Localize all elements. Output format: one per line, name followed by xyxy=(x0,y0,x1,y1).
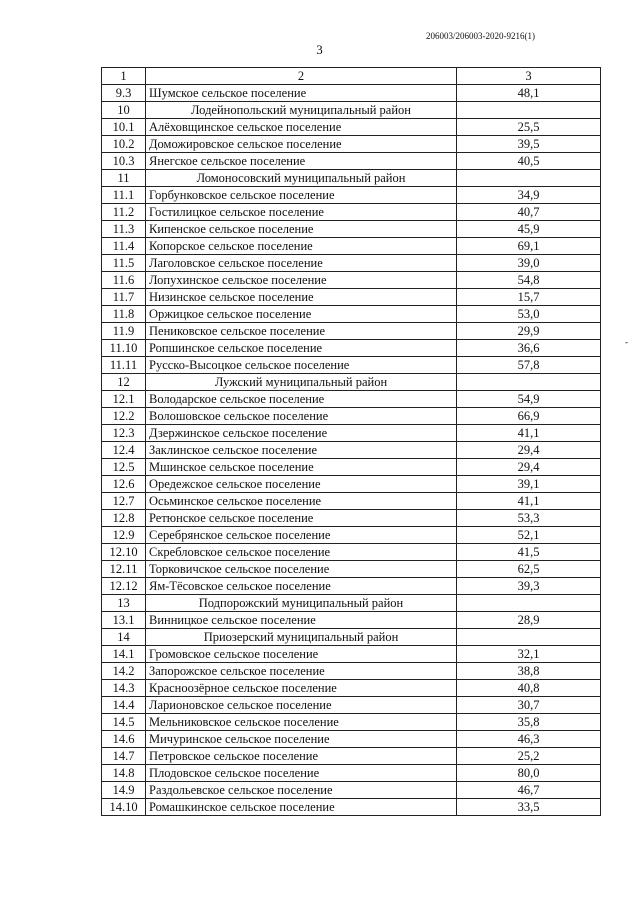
table-row xyxy=(102,136,601,153)
table-row xyxy=(102,510,601,527)
row-number: 11.8 xyxy=(102,306,146,323)
row-number: 12.5 xyxy=(102,459,146,476)
row-name: Лаголовское сельское поселение xyxy=(146,255,457,272)
row-value: 54,8 xyxy=(457,272,601,289)
table-row xyxy=(102,799,601,816)
row-number: 14 xyxy=(102,629,146,646)
table-row xyxy=(102,272,601,289)
row-name: Ропшинское сельское поселение xyxy=(146,340,457,357)
table-row xyxy=(102,765,601,782)
column-header-2: 2 xyxy=(146,68,457,85)
table-row xyxy=(102,782,601,799)
row-value: 29,9 xyxy=(457,323,601,340)
row-name: Мшинское сельское поселение xyxy=(146,459,457,476)
row-number: 12.4 xyxy=(102,442,146,459)
row-value: 34,9 xyxy=(457,187,601,204)
row-name: Горбунковское сельское поселение xyxy=(146,187,457,204)
table-row xyxy=(102,459,601,476)
row-name: Оредежское сельское поселение xyxy=(146,476,457,493)
row-number: 14.2 xyxy=(102,663,146,680)
row-name: Красноозёрное сельское поселение xyxy=(146,680,457,697)
row-value: 52,1 xyxy=(457,527,601,544)
row-number: 11 xyxy=(102,170,146,187)
row-value: 15,7 xyxy=(457,289,601,306)
row-name: Раздольевское сельское поселение xyxy=(146,782,457,799)
row-number: 11.5 xyxy=(102,255,146,272)
row-number: 10.3 xyxy=(102,153,146,170)
row-number: 12.3 xyxy=(102,425,146,442)
row-number: 14.10 xyxy=(102,799,146,816)
row-name: Мичуринское сельское поселение xyxy=(146,731,457,748)
row-name: Ям-Тёсовское сельское поселение xyxy=(146,578,457,595)
table-row xyxy=(102,425,601,442)
row-value: 41,5 xyxy=(457,544,601,561)
row-name: Громовское сельское поселение xyxy=(146,646,457,663)
table-row xyxy=(102,527,601,544)
table-row xyxy=(102,204,601,221)
district-row xyxy=(102,170,601,187)
row-value: 39,1 xyxy=(457,476,601,493)
table-row xyxy=(102,391,601,408)
row-name: Алёховщинское сельское поселение xyxy=(146,119,457,136)
row-number: 11.1 xyxy=(102,187,146,204)
row-number: 9.3 xyxy=(102,85,146,102)
row-value: 48,1 xyxy=(457,85,601,102)
row-number: 12.12 xyxy=(102,578,146,595)
row-number: 13 xyxy=(102,595,146,612)
table-row xyxy=(102,289,601,306)
row-value xyxy=(457,102,601,119)
row-value: 25,2 xyxy=(457,748,601,765)
table-row xyxy=(102,357,601,374)
table-row xyxy=(102,646,601,663)
row-value: 40,7 xyxy=(457,204,601,221)
row-name: Скребловское сельское поселение xyxy=(146,544,457,561)
table-row xyxy=(102,476,601,493)
row-value: 38,8 xyxy=(457,663,601,680)
table-row xyxy=(102,323,601,340)
row-name: Копорское сельское поселение xyxy=(146,238,457,255)
row-name: Ларионовское сельское поселение xyxy=(146,697,457,714)
row-value: 41,1 xyxy=(457,493,601,510)
row-number: 12.10 xyxy=(102,544,146,561)
table-row xyxy=(102,731,601,748)
table-row xyxy=(102,578,601,595)
row-name: Гостилицкое сельское поселение xyxy=(146,204,457,221)
row-value xyxy=(457,629,601,646)
row-number: 10.2 xyxy=(102,136,146,153)
page-number: 3 xyxy=(316,42,323,57)
table-row xyxy=(102,714,601,731)
row-number: 11.10 xyxy=(102,340,146,357)
row-name: Мельниковское сельское поселение xyxy=(146,714,457,731)
row-number: 11.6 xyxy=(102,272,146,289)
table-row xyxy=(102,680,601,697)
table-row xyxy=(102,85,601,102)
row-name: Русско-Высоцкое сельское поселение xyxy=(146,357,457,374)
row-value: 45,9 xyxy=(457,221,601,238)
row-value: 28,9 xyxy=(457,612,601,629)
row-number: 14.9 xyxy=(102,782,146,799)
row-number: 14.1 xyxy=(102,646,146,663)
row-name: Заклинское сельское поселение xyxy=(146,442,457,459)
row-name: Лужский муниципальный район xyxy=(146,374,457,391)
row-value: 39,5 xyxy=(457,136,601,153)
row-value: 57,8 xyxy=(457,357,601,374)
table-row xyxy=(102,748,601,765)
row-number: 10 xyxy=(102,102,146,119)
table-row xyxy=(102,663,601,680)
district-row xyxy=(102,102,601,119)
row-name: Осьминское сельское поселение xyxy=(146,493,457,510)
row-value: 53,0 xyxy=(457,306,601,323)
row-name: Лопухинское сельское поселение xyxy=(146,272,457,289)
row-name: Пениковское сельское поселение xyxy=(146,323,457,340)
table-row xyxy=(102,119,601,136)
district-row xyxy=(102,595,601,612)
row-name: Петровское сельское поселение xyxy=(146,748,457,765)
row-number: 12.8 xyxy=(102,510,146,527)
row-number: 14.8 xyxy=(102,765,146,782)
row-value: 46,3 xyxy=(457,731,601,748)
row-value: 66,9 xyxy=(457,408,601,425)
row-name: Оржицкое сельское поселение xyxy=(146,306,457,323)
row-number: 11.11 xyxy=(102,357,146,374)
row-number: 14.3 xyxy=(102,680,146,697)
table-row xyxy=(102,187,601,204)
row-number: 11.3 xyxy=(102,221,146,238)
document-id: 206003/206003-2020-9216(1) xyxy=(426,31,535,41)
row-number: 11.9 xyxy=(102,323,146,340)
row-name: Низинское сельское поселение xyxy=(146,289,457,306)
row-number: 14.4 xyxy=(102,697,146,714)
row-number: 12.6 xyxy=(102,476,146,493)
table-header-row xyxy=(102,68,601,85)
settlement-table xyxy=(101,67,601,816)
row-number: 11.7 xyxy=(102,289,146,306)
table-row xyxy=(102,612,601,629)
district-row xyxy=(102,629,601,646)
table-row xyxy=(102,544,601,561)
row-number: 14.6 xyxy=(102,731,146,748)
district-row xyxy=(102,374,601,391)
row-name: Плодовское сельское поселение xyxy=(146,765,457,782)
table-row xyxy=(102,408,601,425)
row-number: 12.9 xyxy=(102,527,146,544)
table-row xyxy=(102,697,601,714)
row-name: Торковичское сельское поселение xyxy=(146,561,457,578)
row-number: 12.11 xyxy=(102,561,146,578)
row-number: 12.1 xyxy=(102,391,146,408)
row-number: 12.2 xyxy=(102,408,146,425)
row-name: Ретюнское сельское поселение xyxy=(146,510,457,527)
row-value: 69,1 xyxy=(457,238,601,255)
column-header-3: 3 xyxy=(457,68,601,85)
table-body xyxy=(102,68,601,816)
row-name: Володарское сельское поселение xyxy=(146,391,457,408)
row-name: Доможировское сельское поселение xyxy=(146,136,457,153)
row-name: Волошовское сельское поселение xyxy=(146,408,457,425)
row-value xyxy=(457,374,601,391)
row-name: Ромашкинское сельское поселение xyxy=(146,799,457,816)
row-name: Ломоносовский муниципальный район xyxy=(146,170,457,187)
row-value: 29,4 xyxy=(457,459,601,476)
row-value: 39,3 xyxy=(457,578,601,595)
row-value: 40,5 xyxy=(457,153,601,170)
row-value: 41,1 xyxy=(457,425,601,442)
row-name: Янегское сельское поселение xyxy=(146,153,457,170)
table-row xyxy=(102,561,601,578)
table-row xyxy=(102,238,601,255)
row-value: 40,8 xyxy=(457,680,601,697)
row-value: 62,5 xyxy=(457,561,601,578)
row-value: 33,5 xyxy=(457,799,601,816)
table-row xyxy=(102,221,601,238)
row-number: 12 xyxy=(102,374,146,391)
row-value: 46,7 xyxy=(457,782,601,799)
table-row xyxy=(102,340,601,357)
row-value: 32,1 xyxy=(457,646,601,663)
row-number: 14.5 xyxy=(102,714,146,731)
row-name: Дзержинское сельское поселение xyxy=(146,425,457,442)
row-value xyxy=(457,170,601,187)
table-row xyxy=(102,255,601,272)
row-value: 39,0 xyxy=(457,255,601,272)
row-value xyxy=(457,595,601,612)
row-name: Серебрянское сельское поселение xyxy=(146,527,457,544)
row-value: 30,7 xyxy=(457,697,601,714)
table-row xyxy=(102,306,601,323)
row-name: Запорожское сельское поселение xyxy=(146,663,457,680)
row-name: Шумское сельское поселение xyxy=(146,85,457,102)
row-name: Винницкое сельское поселение xyxy=(146,612,457,629)
table-row xyxy=(102,153,601,170)
margin-mark: - xyxy=(625,337,628,347)
table-row xyxy=(102,442,601,459)
row-value: 36,6 xyxy=(457,340,601,357)
row-name: Кипенское сельское поселение xyxy=(146,221,457,238)
row-value: 25,5 xyxy=(457,119,601,136)
row-name: Подпорожский муниципальный район xyxy=(146,595,457,612)
row-number: 13.1 xyxy=(102,612,146,629)
row-value: 35,8 xyxy=(457,714,601,731)
row-name: Приозерский муниципальный район xyxy=(146,629,457,646)
row-value: 54,9 xyxy=(457,391,601,408)
row-number: 11.2 xyxy=(102,204,146,221)
row-number: 12.7 xyxy=(102,493,146,510)
row-name: Лодейнопольский муниципальный район xyxy=(146,102,457,119)
row-number: 10.1 xyxy=(102,119,146,136)
row-number: 11.4 xyxy=(102,238,146,255)
row-value: 53,3 xyxy=(457,510,601,527)
row-number: 14.7 xyxy=(102,748,146,765)
table-row xyxy=(102,493,601,510)
column-header-1: 1 xyxy=(102,68,146,85)
row-value: 29,4 xyxy=(457,442,601,459)
row-value: 80,0 xyxy=(457,765,601,782)
